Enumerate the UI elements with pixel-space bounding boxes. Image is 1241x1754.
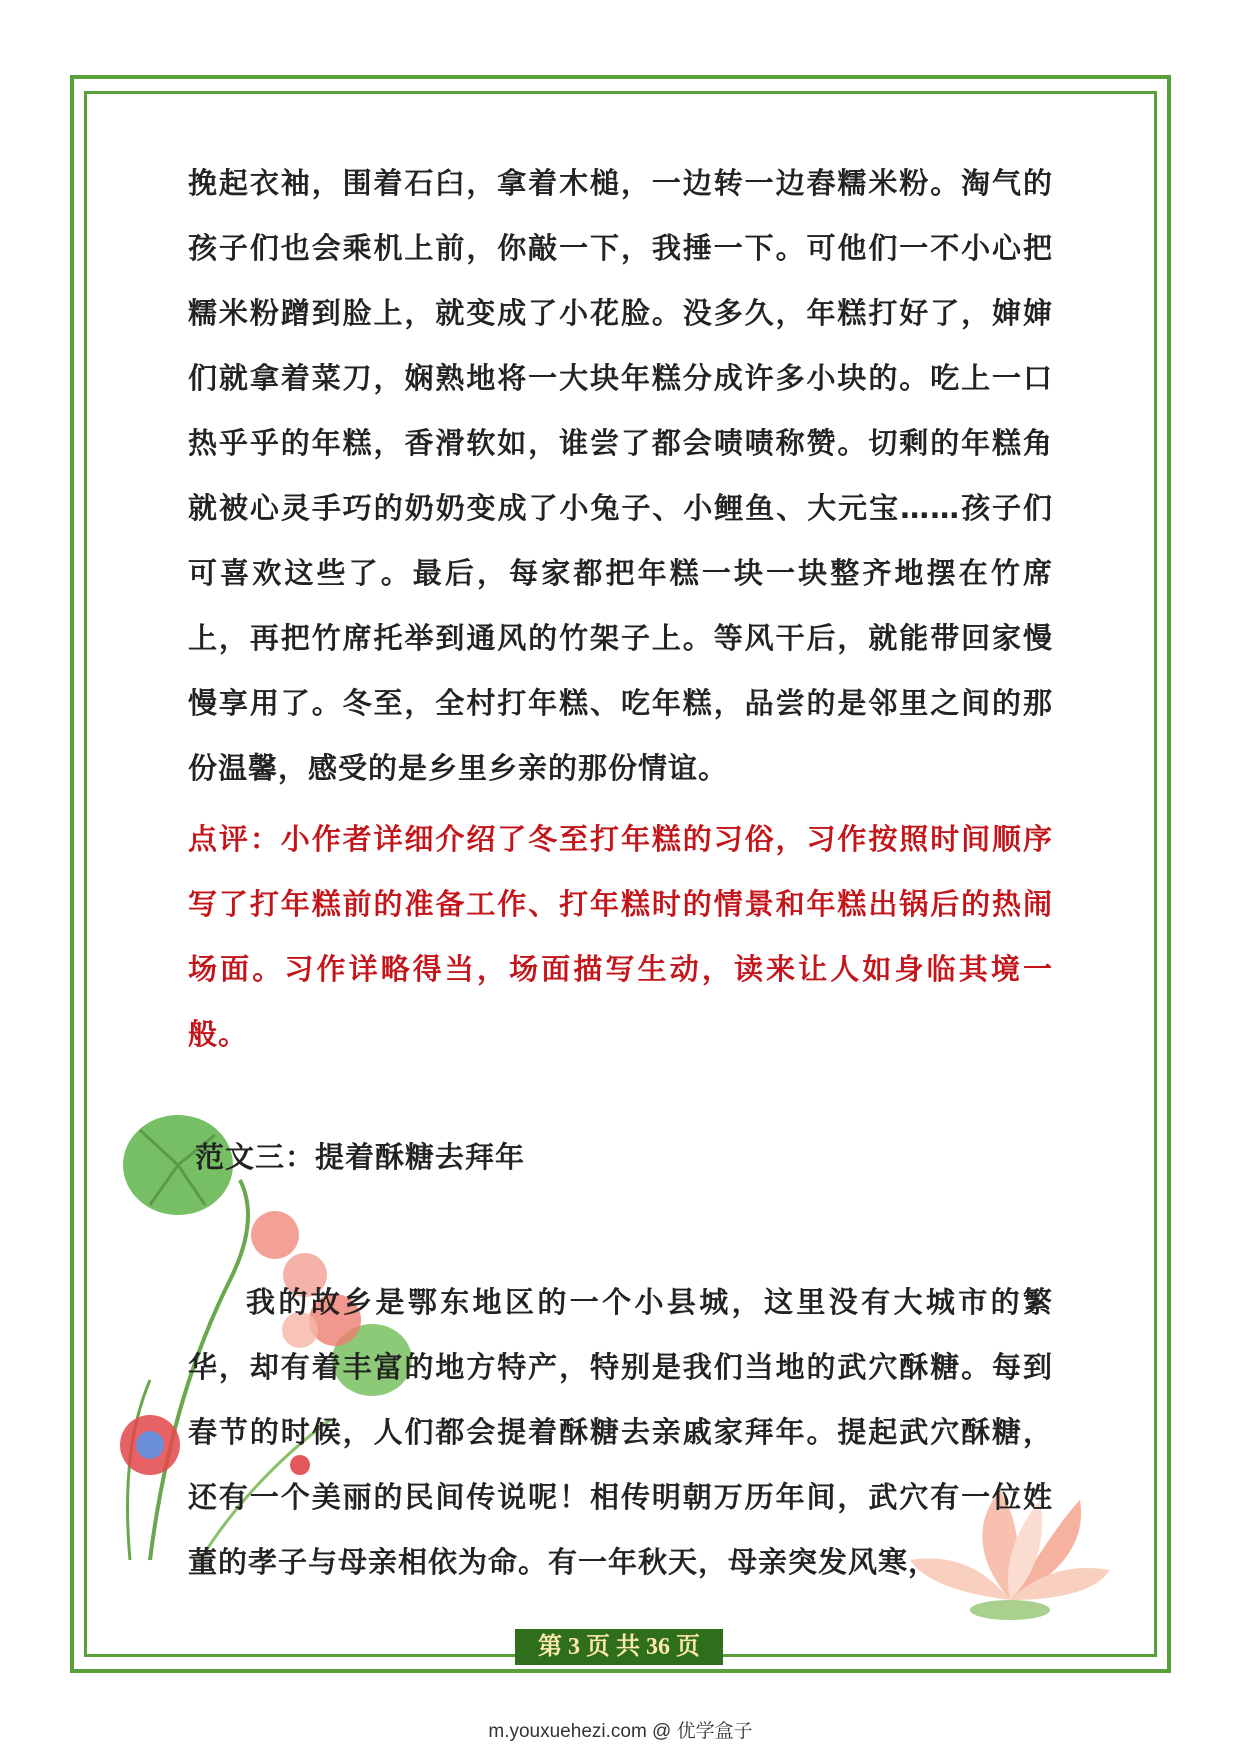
essay-three-body: 我的故乡是鄂东地区的一个小县城，这里没有大城市的繁华，却有着丰富的地方特产，特别是我们当地的武穴酥糖。每到春节的时候，人们都会提着酥糖去亲戚家拜年。提起武穴酥糖，还有一个美丽的民间传说呢！相传明朝万历年间，武穴有一位姓董的孝子与母亲相依为命。有一年秋天，母亲突发风寒， [188, 1285, 1053, 1579]
essay-two-body: 挽起衣袖，围着石臼，拿着木槌，一边转一边舂糯米粉。淘气的孩子们也会乘机上前，你敲一下，我捶一下。可他们一不小心把糯米粉蹭到脸上，就变成了小花脸。没多久，年糕打好了，婶婶们就拿着菜刀，娴熟地将一大块年糕分成许多小块的。吃上一口热乎乎的年糕，香滑软如，谁尝了都会啧啧称赞。切剩的年糕角就被心灵手巧的奶奶变成了小兔子、小鲤鱼、大元宝……孩子们可喜欢这些了。最后，每家都把年糕一块一块整齐地摆在竹席上，再把竹席托举到通风的竹架子上。等风干后，就能带回家慢慢享用了。冬至，全村打年糕、吃年糕，品尝的是邻里之间的那份温馨，感受的是乡里乡亲的那份情谊。 [188, 166, 1053, 785]
essay-three-heading: 范文三：提着酥糖去拜年 [195, 1140, 526, 1174]
source-watermark: m.youxuehezi.com @ 优学盒子 [488, 1721, 753, 1742]
essay-two-comment: 点评：小作者详细介绍了冬至打年糕的习俗，习作按照时间顺序写了打年糕前的准备工作、打年糕时的情景和年糕出锅后的热闹场面。习作详略得当，场面描写生动，读来让人如身临其境一般。 [188, 822, 1053, 1051]
page-number-badge: 第 3 页 共 36 页 [515, 1629, 723, 1665]
